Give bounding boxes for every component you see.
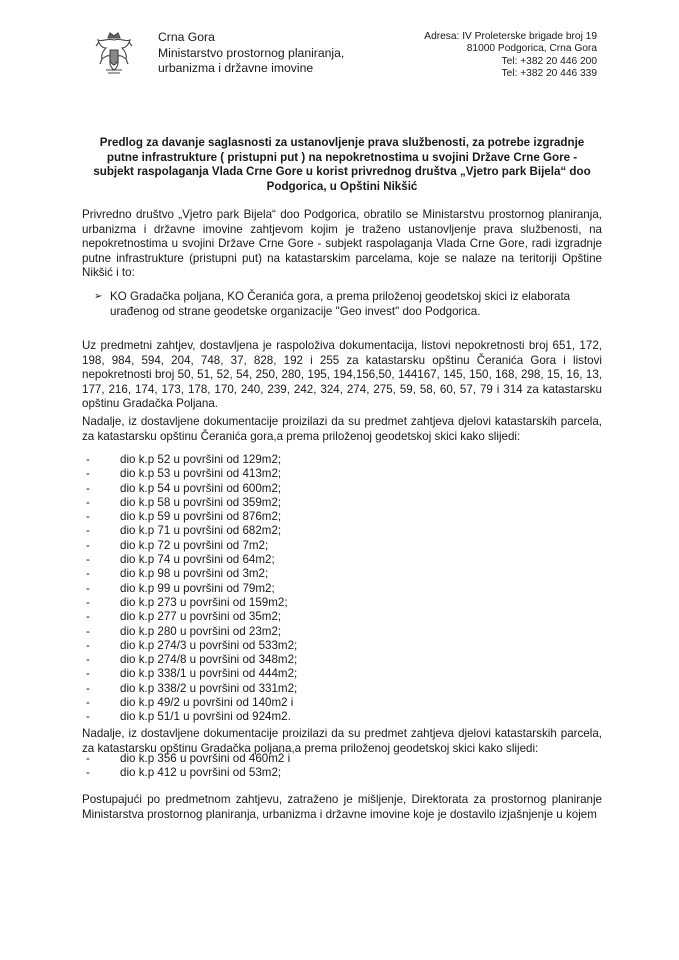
parcel-item bbox=[82, 539, 297, 553]
parcel-text: dio k.p 49/2 u površini od 140m2 i bbox=[120, 696, 294, 710]
dash-marker: - bbox=[86, 696, 90, 710]
parcel-text: dio k.p 74 u površini od 64m2; bbox=[120, 553, 275, 567]
parcel-text: dio k.p 338/2 u površini od 331m2; bbox=[120, 681, 298, 695]
parcel-item bbox=[82, 510, 297, 524]
parcel-text: dio k.p 58 u površini od 359m2; bbox=[120, 495, 282, 509]
parcel-item bbox=[82, 710, 297, 724]
parcel-text: dio k.p 98 u površini od 3m2; bbox=[120, 567, 269, 581]
dash-marker: - bbox=[86, 524, 90, 538]
parcel-text: dio k.p 72 u površini od 7m2; bbox=[120, 538, 269, 552]
title-line: Podgorica, u Opštini Nikšić bbox=[266, 179, 418, 193]
title-line: subjekt raspolaganja Vlada Crne Gore u korist privrednog društva „Vjetro park Bijela“ doo bbox=[93, 165, 591, 179]
document-title bbox=[82, 136, 602, 194]
address-line: Adresa: IV Proleterske brigade broj 19 bbox=[424, 31, 597, 42]
parcel-item bbox=[82, 696, 297, 710]
parcel-text: dio k.p 59 u površini od 876m2; bbox=[120, 510, 282, 524]
coat-of-arms-icon bbox=[94, 30, 134, 76]
parcel-list-gradacka-poljana bbox=[82, 752, 290, 781]
address-line: 81000 Podgorica, Crna Gora bbox=[466, 43, 597, 55]
dash-marker: - bbox=[86, 595, 90, 609]
parcel-text: dio k.p 51/1 u površini od 924m2. bbox=[120, 710, 291, 724]
parcel-item bbox=[82, 625, 297, 639]
parcel-item bbox=[82, 682, 297, 696]
parcel-text: dio k.p 53 u površini od 413m2; bbox=[120, 467, 282, 481]
bullet-item bbox=[94, 290, 602, 319]
parcel-text: dio k.p 52 u površini od 129m2; bbox=[120, 453, 282, 466]
org-line: Crna Gora bbox=[158, 30, 215, 44]
title-line: Predlog za davanje saglasnosti za ustanovljenje prava službenosti, za potrebe izgradnje bbox=[99, 136, 585, 149]
dash-marker: - bbox=[86, 495, 90, 509]
parcel-text: dio k.p 99 u površini od 79m2; bbox=[120, 581, 275, 595]
dash-marker: - bbox=[86, 481, 90, 495]
parcel-text: dio k.p 338/1 u površini od 444m2; bbox=[120, 667, 298, 681]
parcel-text: dio k.p 54 u površini od 600m2; bbox=[120, 481, 282, 495]
paragraph-ceranica-intro: Nadalje, iz dostavljene dokumentacije proizilazi da su predmet zahtjeva djelovi katastarskih parcela, za katastarsku opštinu Čeranića gora,a prema priloženoj geodetskoj skici kako slijedi: bbox=[82, 415, 602, 443]
arrow-bullet-icon: ➢ bbox=[94, 291, 103, 302]
parcel-item bbox=[82, 496, 297, 510]
parcel-item bbox=[82, 766, 290, 780]
dash-marker: - bbox=[86, 624, 90, 638]
phone-line: Tel: +382 20 446 339 bbox=[501, 68, 597, 80]
dash-marker: - bbox=[86, 538, 90, 552]
dash-marker: - bbox=[86, 510, 90, 524]
parcel-item bbox=[82, 667, 297, 681]
dash-marker: - bbox=[86, 653, 90, 667]
org-line: urbanizma i državne imovine bbox=[158, 61, 314, 75]
parcel-item bbox=[82, 752, 290, 766]
dash-marker: - bbox=[86, 581, 90, 595]
parcel-item bbox=[82, 639, 297, 653]
parcel-item bbox=[82, 596, 297, 610]
dash-marker: - bbox=[86, 553, 90, 567]
parcel-text: dio k.p 274/8 u površini od 348m2; bbox=[120, 653, 298, 667]
title-line: putne infrastrukture ( pristupni put ) na nepokretnostima u svojini Države Crne Gore - bbox=[106, 150, 578, 164]
paragraph-documentation: Uz predmetni zahtjev, dostavljena je raspoloživa dokumentacija, listovi nepokretnosti broj 651, 172, 198, 984, 594, 204, 748, 37, 828, 192 i 255 za katastarsku opštinu Čeranića Gora i listovi nepokretnosti broj 50, 51, 52, 54, 250, 280, 195, 194,156,50, 144167, 145, 150, 168, 298, 15, 16, 13, 177, 216, 174, 173, 178, 170, 240, 239, 242, 324, 274, 275, 59, 58, 60, 57, 79 i 314 za katastarsku opštinu Gradačka Poljana. bbox=[82, 339, 602, 411]
dash-marker: - bbox=[86, 681, 90, 695]
parcel-item bbox=[82, 524, 297, 538]
phone-line: Tel: +382 20 446 200 bbox=[501, 55, 597, 67]
dash-marker: - bbox=[86, 453, 90, 466]
bullet-text: KO Gradačka poljana, KO Čeranića gora, a prema priloženoj geodetskoj skici iz elaborata urađenog od strane geodetske organizacije "Geo invest" doo Podgorica. bbox=[110, 290, 571, 318]
paragraph-gradacka-intro: Nadalje, iz dostavljene dokumentacije proizilazi da su predmet zahtjeva djelovi katastarskih parcela, za katastarsku opštinu Gradačka poljana,a prema priloženoj geodetskoj skici kako slijedi: bbox=[82, 727, 602, 755]
parcel-item bbox=[82, 567, 297, 581]
paragraph-procedure: Postupajući po predmetnom zahtjevu, zatraženo je mišljenje, Direktorata za prostornog planiranje Ministarstva prostornog planiranja, urbanizma i državne imovine koje je dostavilo izjašnjenje u kojem bbox=[82, 793, 602, 821]
parcel-item bbox=[82, 610, 297, 624]
paragraph-request: Privredno društvo „Vjetro park Bijela“ doo Podgorica, obratilo se Ministarstvu prostornog planiranja, urbanizma i državne imovine zahtjevom kojim je traženo ustanovljenje prava službenosti, na nepokretnostima u svojini Države Crne Gore - subjekt raspolaganja Vlada Crne Gore, radi izgradnje putne infrastrukture (pristupni put) na katastarskim parcelama, koje se nalaze na teritoriji Opštine Nikšić i to: bbox=[82, 208, 602, 280]
contact-address bbox=[424, 31, 597, 81]
org-line: Ministarstvo prostornog planiranja, bbox=[158, 45, 345, 60]
dash-marker: - bbox=[86, 766, 90, 780]
dash-marker: - bbox=[86, 710, 90, 724]
parcel-item bbox=[82, 482, 297, 496]
parcel-item bbox=[82, 582, 297, 596]
dash-marker: - bbox=[86, 567, 90, 581]
parcel-text: dio k.p 356 u površini od 460m2 i bbox=[120, 752, 291, 765]
parcel-list-ceranica-gora bbox=[82, 453, 297, 725]
parcel-text: dio k.p 412 u površini od 53m2; bbox=[120, 766, 282, 780]
dash-marker: - bbox=[86, 752, 90, 765]
dash-marker: - bbox=[86, 610, 90, 624]
parcel-text: dio k.p 273 u površini od 159m2; bbox=[120, 595, 288, 609]
parcel-text: dio k.p 71 u površini od 682m2; bbox=[120, 524, 282, 538]
parcel-item bbox=[82, 553, 297, 567]
parcel-text: dio k.p 280 u površini od 23m2; bbox=[120, 624, 282, 638]
parcel-text: dio k.p 274/3 u površini od 533m2; bbox=[120, 638, 298, 652]
parcel-item bbox=[82, 467, 297, 481]
ministry-name bbox=[158, 30, 344, 77]
dash-marker: - bbox=[86, 467, 90, 481]
parcel-item bbox=[82, 453, 297, 467]
parcel-text: dio k.p 277 u površini od 35m2; bbox=[120, 610, 282, 624]
parcel-item bbox=[82, 653, 297, 667]
dash-marker: - bbox=[86, 667, 90, 681]
dash-marker: - bbox=[86, 638, 90, 652]
